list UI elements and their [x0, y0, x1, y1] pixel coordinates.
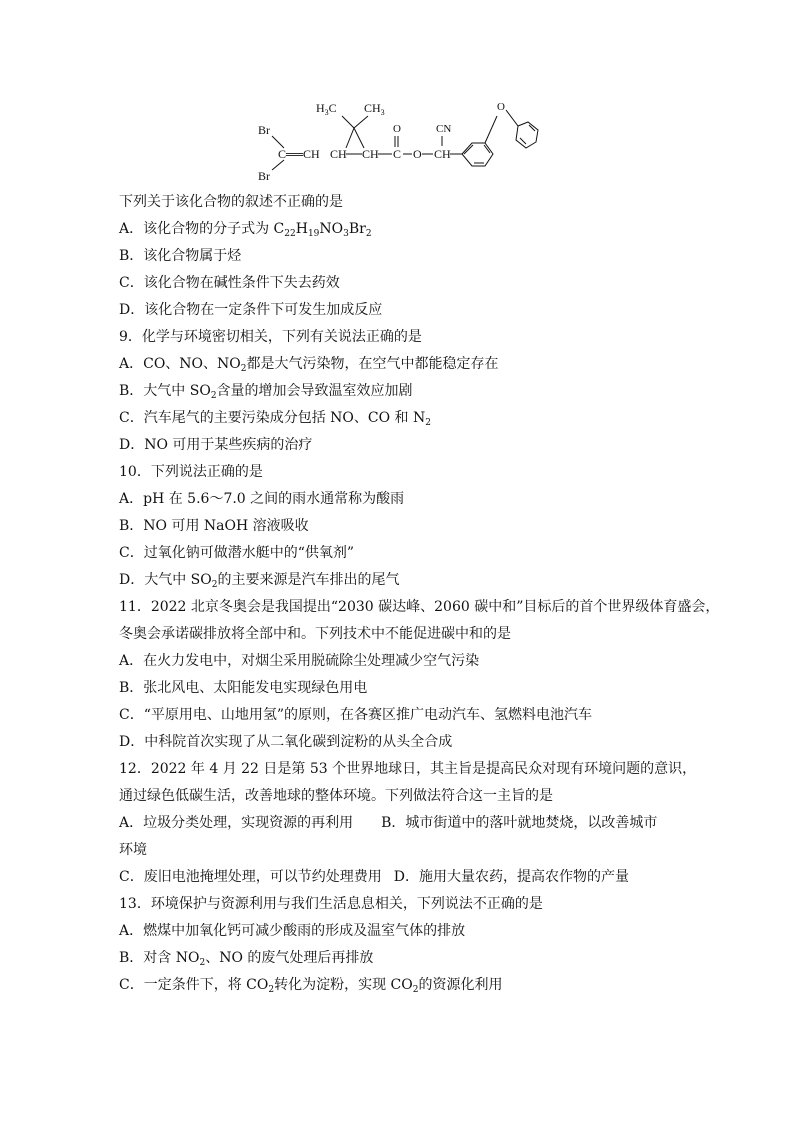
- q9-b-sub: 2: [210, 391, 217, 401]
- q13-c-sub2: 2: [412, 985, 419, 995]
- q12-options-ab: [119, 814, 657, 832]
- q8-a-prefix: A．该化合物的分子式为 C: [119, 221, 285, 237]
- q9-option-d[interactable]: D．NO 可用于某些疾病的治疗: [119, 437, 313, 453]
- q10-option-a[interactable]: A．pH 在 5.6～7.0 之间的雨水通常称为酸雨: [119, 491, 405, 507]
- q13-b-post: 、NO 的废气处理后再排放: [205, 950, 374, 966]
- q13-c-prefix: C．一定条件下，将 CO: [119, 977, 269, 993]
- q8-a-sub1: 22: [284, 229, 296, 239]
- q9-a-post: 都是大气污染物，在空气中都能稳定存在: [246, 356, 499, 372]
- q8-stem: 下列关于该化合物的叙述不正确的是: [119, 194, 343, 210]
- q8-a-sub2: 19: [307, 229, 320, 239]
- q13-option-a[interactable]: A．燃煤中加氧化钙可减少酸雨的形成及温室气体的排放: [119, 923, 466, 939]
- q12-option-b-continued: 环境: [119, 842, 147, 858]
- q12-option-a[interactable]: A．垃圾分类处理，实现资源的再利用: [119, 815, 354, 831]
- q13-c-sub1: 2: [268, 985, 275, 995]
- q8-option-d[interactable]: D．该化合物在一定条件下可发生加成反应: [119, 302, 383, 318]
- q13-b-sub: 2: [199, 958, 206, 968]
- q8-option-b[interactable]: B．该化合物属于烃: [119, 248, 242, 264]
- chemical-structure-diagram: [250, 96, 550, 184]
- q9-a-prefix: A．CO、NO、NO: [119, 356, 241, 372]
- q9-b-post: 含量的增加会导致温室效应加剧: [216, 383, 413, 399]
- q11-option-c[interactable]: C．“平原用电、山地用氢”的原则，在各赛区推广电动汽车、氢燃料电池汽车: [119, 707, 593, 723]
- q9-b-prefix: B．大气中 SO: [119, 383, 211, 399]
- q9-a-sub: 2: [240, 364, 247, 374]
- q10-d-prefix: D．大气中 SO: [119, 572, 212, 588]
- q12-stem-line2: 通过绿色低碳生活，改善地球的整体环境。下列做法符合这一主旨的是: [119, 788, 553, 804]
- q8-a-mid: NO: [319, 221, 344, 237]
- q8-a-br: Br: [348, 221, 366, 237]
- q11-option-d[interactable]: D．中科院首次实现了从二氧化碳到淀粉的从头全合成: [119, 734, 453, 750]
- q10-option-b[interactable]: B．NO 可用 NaOH 溶液吸收: [119, 518, 309, 534]
- q11-option-b[interactable]: B．张北风电、太阳能发电实现绿色用电: [119, 680, 368, 696]
- q12-options-cd: [119, 868, 629, 886]
- q13-c-mid: 转化为淀粉，实现 CO: [274, 977, 413, 993]
- q12-option-d[interactable]: D．施用大量农药，提高农作物的产量: [393, 869, 629, 885]
- q11-stem-line2: 冬奥会承诺碳排放将全部中和。下列技术中不能促进碳中和的是: [119, 626, 511, 642]
- q11-option-a[interactable]: A．在火力发电中，对烟尘采用脱硫除尘处理减少空气污染: [119, 653, 480, 669]
- q9-option-c[interactable]: [119, 409, 431, 427]
- q13-stem: 13．环境保护与资源利用与我们生活息息相关，下列说法不正确的是: [119, 896, 543, 912]
- q8-a-sub4: 2: [365, 229, 372, 239]
- structure-label-cn: CN: [436, 123, 452, 135]
- q11-stem-line1: 11．2022 北京冬奥会是我国提出“2030 碳达峰、2060 碳中和”目标后的首个世界级体育盛会，: [119, 599, 720, 615]
- structure-label-c-eq-ch: C══CH: [278, 147, 320, 161]
- q10-option-d[interactable]: [119, 571, 399, 589]
- q8-a-sub3: 3: [343, 229, 349, 239]
- structure-label-ch-right: CH: [362, 147, 379, 161]
- q9-c-sub: 2: [425, 418, 431, 428]
- q13-c-post: 的资源化利用: [418, 977, 503, 993]
- q8-option-a[interactable]: [119, 220, 372, 238]
- q9-option-b[interactable]: [119, 382, 413, 400]
- q10-option-c[interactable]: C．过氧化钠可做潜水艇中的“供氧剂”: [119, 545, 355, 561]
- structure-label-ch-cyano: CH: [434, 147, 451, 161]
- q10-stem: 10．下列说法正确的是: [119, 464, 263, 480]
- q9-stem: 9．化学与环境密切相关，下列有关说法正确的是: [119, 329, 422, 345]
- structure-label-c-carbonyl: C: [393, 147, 402, 161]
- structure-label-br-bottom: Br: [258, 169, 270, 183]
- structure-label-ch-left: CH: [330, 147, 347, 161]
- q13-option-c[interactable]: [119, 976, 502, 994]
- structure-label-br-top: Br: [258, 123, 270, 137]
- structure-label-h3c: $H_3C$: [316, 101, 337, 117]
- structure-label-ch3: $CH_3$: [364, 101, 385, 117]
- q12-option-c[interactable]: C．废旧电池掩埋处理，可以节约处理费用: [119, 869, 382, 885]
- q13-option-b[interactable]: [119, 949, 373, 967]
- structure-label-carbonyl-o: O: [393, 123, 401, 135]
- q10-d-post: 的主要来源是汽车排出的尾气: [217, 572, 400, 588]
- q9-c-prefix: C．汽车尾气的主要污染成分包括 NO、CO 和 N: [119, 410, 426, 426]
- q10-d-sub: 2: [211, 580, 218, 590]
- q8-a-h: H: [295, 221, 308, 237]
- q13-b-prefix: B．对含 NO: [119, 950, 200, 966]
- structure-label-ester-o: O: [413, 147, 422, 161]
- q12-stem-line1: 12．2022 年 4 月 22 日是第 53 个世界地球日，其主旨是提高民众对现有环境问题的意识，: [119, 761, 697, 777]
- q12-option-b[interactable]: B．城市街道中的落叶就地焚烧，以改善城市: [381, 815, 658, 831]
- q9-option-a[interactable]: [119, 355, 499, 373]
- structure-label-ether-o: O: [497, 101, 505, 113]
- q8-option-c[interactable]: C．该化合物在碱性条件下失去药效: [119, 275, 340, 291]
